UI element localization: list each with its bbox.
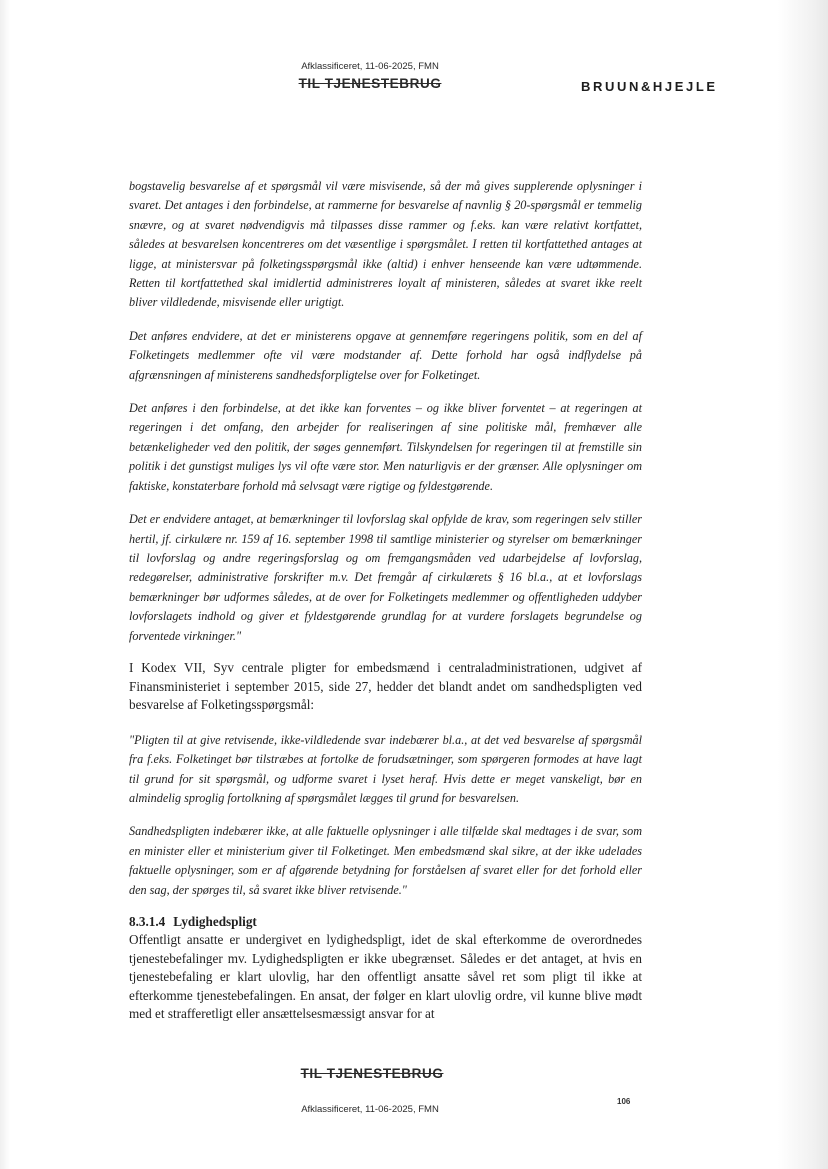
- section-title: Lydighedspligt: [173, 913, 257, 929]
- quote-paragraph-3: Det anføres i den forbindelse, at det ikke kan forventes – og ikke bliver forventet – at regeringen at regeringen i det omfang, den arbejder for realiseringen af sine politiske mål, fremhæver alle betænkeligheder ved den politik, der søges gennemført. Tilskyndelsen for regeringen til at fremstille sin politik i det gunstigst muliges lys vil ofte være stor. Men naturligvis er der grænser. Alle oplysninger om faktiske, konstaterbare forhold må selvsagt være rigtige og fyldestgørende.: [129, 401, 642, 493]
- classification-marking-bottom: TIL TJENESTEBRUG: [300, 1066, 444, 1081]
- quote-paragraph-4: Det er endvidere antaget, at bemærkninger til lovforslag skal opfylde de krav, som regeringen selv stiller hertil, jf. cirkulære nr. 159 af 16. september 1998 til samtlige ministerier og styrelser om bemærkninger til lovforslag og andre regeringsforslag og om fremgangsmåden ved udarbejdelse af lovforslag, redegørelser, administrative forskrifter m.v. Det fremgår af cirkulærets § 16 bl.a., at et lovforslags bemærkninger bør udformes således, at de over for Folketingets medlemmer og offentligheden uddyber lovforslagets indhold og giver et fyldestgørende grundlag for at vurdere forslagets begrundelse og forventede virkninger.": [129, 512, 642, 643]
- declassification-stamp-bottom: Afklassificeret, 11-06-2025, FMN: [301, 1104, 439, 1115]
- declassification-stamp-top: Afklassificeret, 11-06-2025, FMN: [301, 61, 439, 72]
- scan-edge-left: [0, 0, 10, 1169]
- quote-paragraph-6: Sandhedspligten indebærer ikke, at alle faktuelle oplysninger i alle tilfælde skal medtages i de svar, som en minister eller et ministerium giver til Folketinget. Men embedsmænd skal sikre, at der ikke udelades faktuelle oplysninger, som er af afgørende betydning for forståelsen af svaret eller for det forhold eller den sag, der spørges til, så svaret ikke bliver retvisende.": [129, 824, 642, 897]
- scan-edge-right: [778, 0, 828, 1169]
- body-paragraph-lydighedspligt: Offentligt ansatte er undergivet en lydighedspligt, idet de skal efterkomme de overordnedes tjenestebefalinger mv. Lydighedspligten er ikke ubegrænset. Således er det antaget, at hvis en tjenestebefaling er klart ulovlig, har den offentligt ansatte såvel ret som pligt til ikke at efterkomme tjenestebefalingen. En ansat, der følger en klart ulovlig ordre, vil kunne blive mødt med et strafferetligt eller ansættelsesmæssigt ansvar for at: [129, 931, 642, 1022]
- classification-marking-top: TIL TJENESTEBRUG: [298, 76, 442, 91]
- firm-logo-text: BRUUN&HJEJLE: [581, 79, 718, 94]
- body-paragraph-kodex: I Kodex VII, Syv centrale pligter for embedsmænd i centraladministrationen, udgivet af Finansministeriet i september 2015, side 27, hedder det blandt andet om sandhedspligten ved besvarelse af Folketingsspørgsmål:: [129, 659, 642, 713]
- quote-paragraph-5: "Pligten til at give retvisende, ikke-vildledende svar indebærer bl.a., at det ved besvarelse af spørgsmål fra f.eks. Folketinget bør tilstræbes at fortolke de forudsætninger, som spørgeren formodes at have lagt til grund for sit spørgsmål, og udforme svaret i lyset heraf. Hvis dette er meget vanskeligt, bør en almindelig sproglig fortolkning af spørgsmålet lægges til grund for besvarelsen.: [129, 732, 642, 805]
- body-text: [129, 177, 642, 1024]
- quote-paragraph-2: Det anføres endvidere, at det er ministerens opgave at gennemføre regeringens politik, som en del af Folketingets medlemmer ofte vil være modstander af. Dette forhold har også indflydelse på afgrænsningen af ministerens sandhedsforpligtelse over for Folketinget.: [129, 328, 642, 382]
- quote-paragraph-1: bogstavelig besvarelse af et spørgsmål vil være misvisende, så der må gives supplerende oplysninger i svaret. Det antages i den forbindelse, at rammerne for besvarelse af navnlig § 20-spørgsmål er temmelig snævre, og at svaret nødvendigvis må tilpasses disse rammer og f.eks. kan være relativt kortfattet, således at besvarelsen koncentreres om det væsentlige i spørgsmålet. I retten til kortfattethed antages at ligge, at ministersvar på folketingsspørgsmål ikke (altid) i enhver henseende kan være udtømmende. Retten til kortfattethed skal imidlertid administreres loyalt af ministeren, således at svaret ikke reelt bliver vildledende, misvisende eller urigtigt.: [129, 179, 642, 310]
- section-number: 8.3.1.4: [129, 913, 166, 929]
- page-number: 106: [617, 1097, 631, 1106]
- section-heading: [129, 913, 642, 931]
